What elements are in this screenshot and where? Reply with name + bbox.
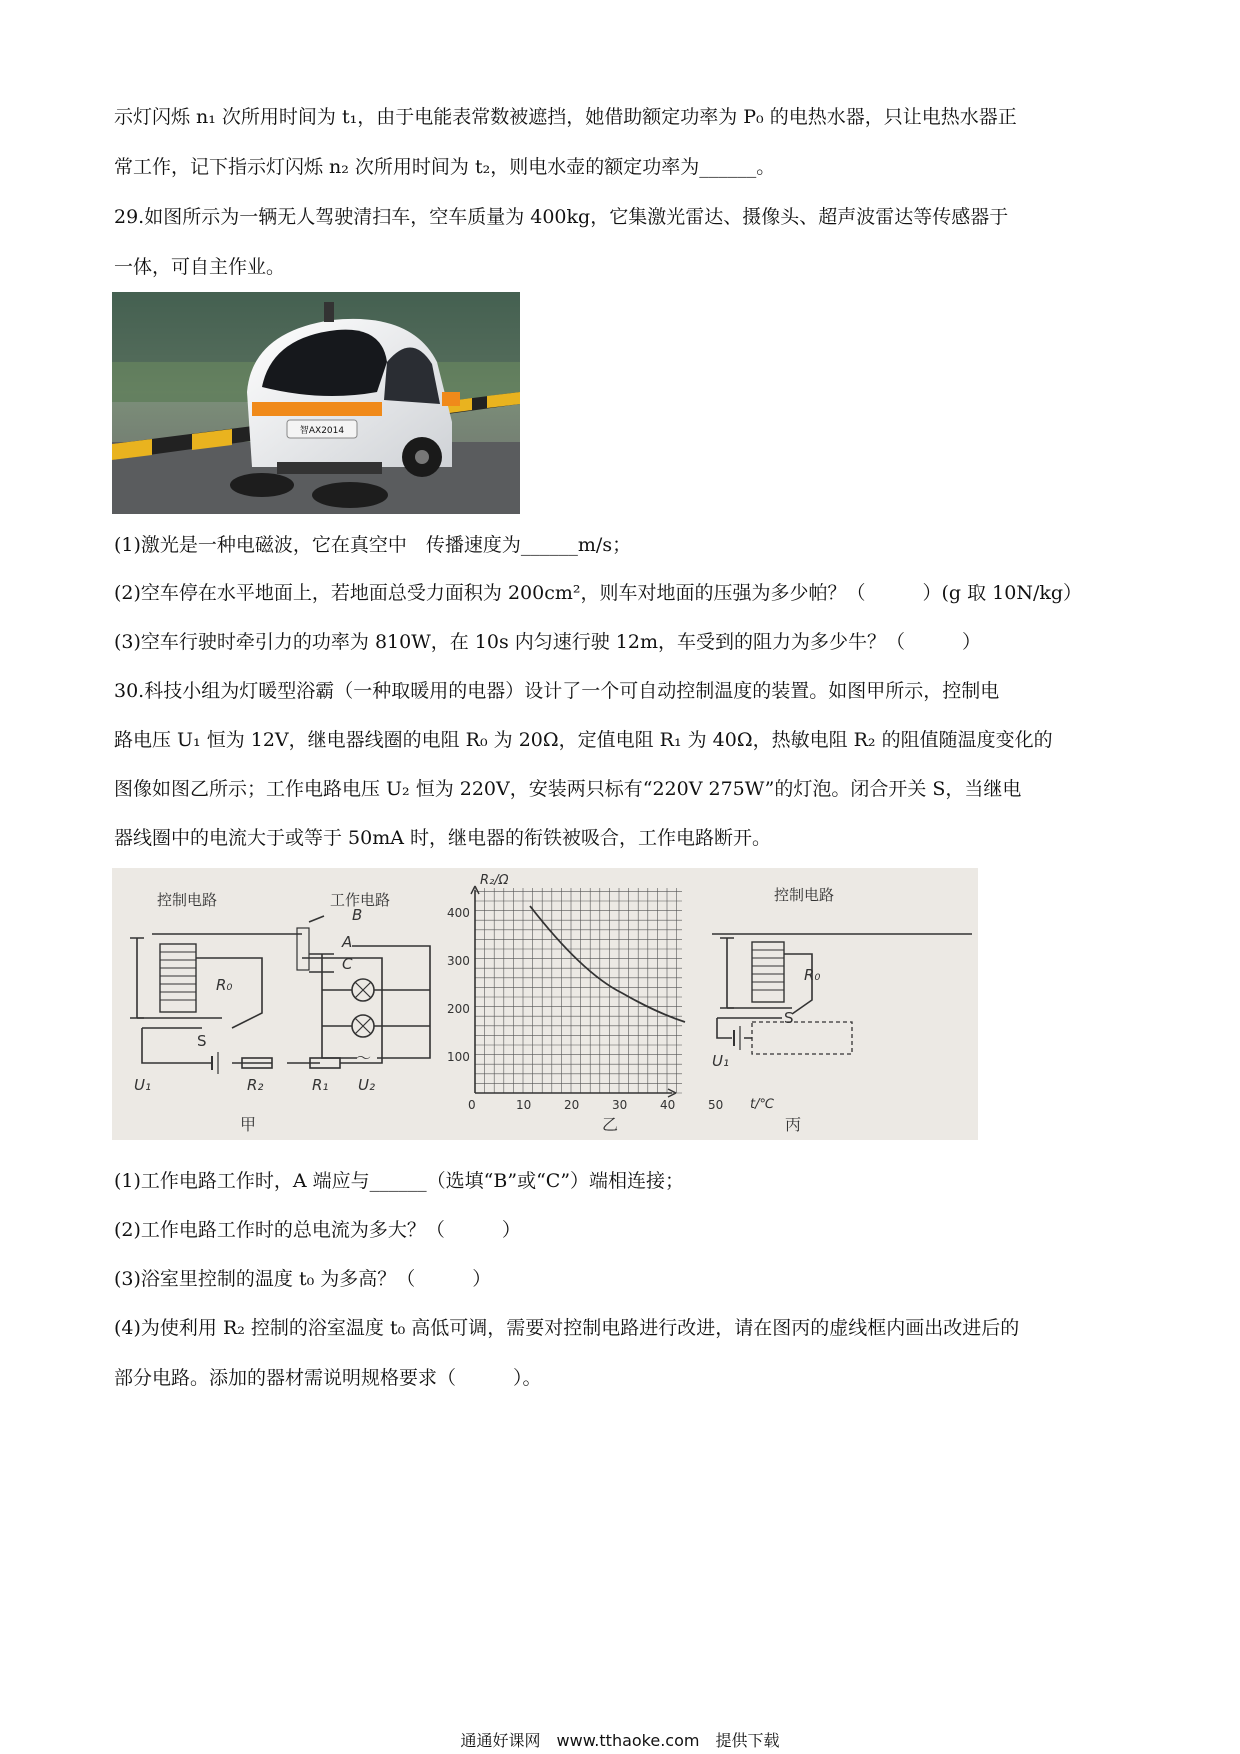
yi-ytick-100: 100 bbox=[447, 1050, 470, 1064]
yi-xtick-10: 10 bbox=[516, 1098, 532, 1112]
yi-xtick-20: 20 bbox=[564, 1098, 580, 1112]
bing-dashed-box bbox=[752, 1022, 852, 1054]
yi-xlabel: t/℃ bbox=[750, 1097, 775, 1112]
yi-ylabel: R₂/Ω bbox=[480, 873, 509, 888]
jia-label-S: S bbox=[197, 1032, 207, 1050]
jia-caption: 甲 bbox=[240, 1115, 257, 1134]
question-29-part-3: (3)空车行驶时牵引力的功率为 810W，在 10s 内匀速行驶 12m，车受到的阻力为多少牛？（ ） bbox=[114, 631, 981, 653]
yi-xtick-30: 30 bbox=[612, 1098, 628, 1112]
jia-label-R0: R₀ bbox=[216, 976, 233, 994]
page-footer: 通通好课网 www.tthaoke.com 提供下载 bbox=[460, 1731, 780, 1750]
question-29-stem-1: 29.如图所示为一辆无人驾驶清扫车，空车质量为 400kg，它集激光雷达、摄像头、超声波雷达等传感器于 bbox=[114, 206, 1009, 228]
jia-label-R2: R₂ bbox=[247, 1076, 264, 1094]
jia-label-U2: U₂ bbox=[358, 1076, 375, 1094]
question-29-stem-2: 一体，可自主作业。 bbox=[114, 256, 286, 278]
yi-ytick-400: 400 bbox=[447, 906, 470, 920]
question-30-stem-3: 图像如图乙所示；工作电路电压 U₂ 恒为 220V，安装两只标有“220V 275W”的灯泡。闭合开关 S，当继电 bbox=[114, 778, 1022, 800]
question-30-part-4-line-1: (4)为使利用 R₂ 控制的浴室温度 t₀ 高低可调，需要对控制电路进行改进，请在图丙的虚线框内画出改进后的 bbox=[114, 1317, 1020, 1339]
sweeper-photo bbox=[112, 292, 520, 514]
question-30-stem-1: 30.科技小组为灯暖型浴霸（一种取暖用的电器）设计了一个可自动控制温度的装置。如图甲所示，控制电 bbox=[114, 680, 1000, 702]
yi-xtick-40: 40 bbox=[660, 1098, 676, 1112]
yi-ytick-200: 200 bbox=[447, 1002, 470, 1016]
jia-work-title: 工作电路 bbox=[330, 891, 391, 909]
jia-ac-symbol: ～ bbox=[356, 1049, 372, 1067]
figure-yi bbox=[447, 873, 774, 1134]
yi-xtick-0: 0 bbox=[468, 1098, 476, 1112]
figure-jia bbox=[130, 891, 430, 1134]
text-line-2: 常工作，记下指示灯闪烁 n₂ 次所用时间为 t₂，则电水壶的额定功率为______。 bbox=[114, 156, 776, 178]
yi-xtick-50: 50 bbox=[708, 1098, 724, 1112]
yi-ytick-300: 300 bbox=[447, 954, 470, 968]
license-plate: 智AX2014 bbox=[299, 426, 345, 436]
question-29-part-2: (2)空车停在水平地面上，若地面总受力面积为 200cm²，则车对地面的压强为多少帕？（ ）(g 取 10N/kg） bbox=[114, 582, 1083, 604]
text-line-1: 示灯闪烁 n₁ 次所用时间为 t₁，由于电能表常数被遮挡，她借助额定功率为 P₀ 的电热水器，只让电热水器正 bbox=[114, 106, 1017, 128]
bing-label-U1: U₁ bbox=[712, 1052, 729, 1070]
question-30-stem-4: 器线圈中的电流大于或等于 50mA 时，继电器的衔铁被吸合，工作电路断开。 bbox=[114, 827, 771, 849]
jia-terminal-C: C bbox=[342, 955, 353, 973]
bing-control-title: 控制电路 bbox=[774, 886, 835, 904]
jia-terminal-B: B bbox=[352, 906, 363, 924]
bing-label-R0: R₀ bbox=[804, 966, 821, 984]
jia-label-U1: U₁ bbox=[134, 1076, 151, 1094]
question-30-part-4-line-2: 部分电路。添加的器材需说明规格要求（ ）。 bbox=[114, 1367, 542, 1389]
question-30-part-3: (3)浴室里控制的温度 t₀ 为多高？（ ） bbox=[114, 1268, 492, 1290]
question-29-part-1: (1)激光是一种电磁波，它在真空中 传播速度为______m/s； bbox=[114, 534, 632, 556]
bing-caption: 丙 bbox=[785, 1115, 802, 1134]
jia-terminal-A: A bbox=[342, 933, 353, 951]
jia-label-R1: R₁ bbox=[312, 1076, 329, 1094]
question-30-stem-2: 路电压 U₁ 恒为 12V，继电器线圈的电阻 R₀ 为 20Ω，定值电阻 R₁ 为 40Ω，热敏电阻 R₂ 的阻值随温度变化的 bbox=[114, 729, 1053, 751]
yi-caption: 乙 bbox=[602, 1115, 619, 1134]
bing-label-S: S bbox=[784, 1009, 794, 1027]
jia-control-title: 控制电路 bbox=[157, 891, 218, 909]
circuit-figure bbox=[112, 868, 978, 1140]
yi-r2-curve bbox=[530, 906, 685, 1022]
question-30-part-2: (2)工作电路工作时的总电流为多大？（ ） bbox=[114, 1219, 521, 1241]
question-30-part-1: (1)工作电路工作时，A 端应与______（选填“B”或“C”）端相连接； bbox=[114, 1170, 685, 1192]
